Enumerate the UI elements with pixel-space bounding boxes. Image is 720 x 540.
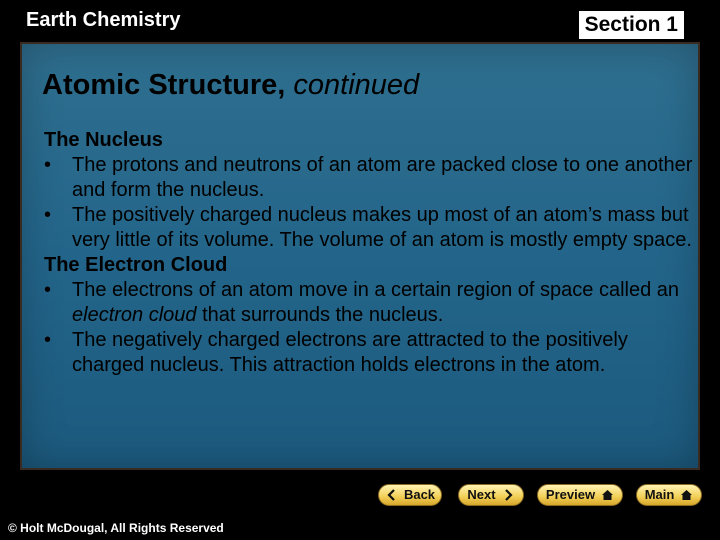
bullet-dot: • xyxy=(44,204,52,226)
preview-button-label: Preview xyxy=(545,487,596,502)
home-icon xyxy=(600,488,614,502)
slide-title-continued: continued xyxy=(293,69,420,101)
home-icon xyxy=(679,488,693,502)
bullet-item xyxy=(44,203,694,253)
bullet-text-post: that surrounds the nucleus. xyxy=(196,304,444,326)
bullet-item xyxy=(44,328,694,378)
bullet-text xyxy=(72,279,679,326)
bullet-text: The protons and neutrons of an atom are packed close to one another and form the nucleus. xyxy=(72,154,693,201)
back-button-label: Back xyxy=(403,487,436,502)
bullet-dot: • xyxy=(44,329,52,351)
next-button-label: Next xyxy=(467,487,496,502)
copyright-notice: © Holt McDougal, All Rights Reserved xyxy=(8,521,224,535)
preview-button[interactable] xyxy=(537,484,623,506)
chevron-right-icon xyxy=(501,488,515,502)
bullet-text: The negatively charged electrons are attracted to the positively charged nucleus. This attraction holds electrons in the atom. xyxy=(72,329,628,376)
back-button[interactable] xyxy=(378,484,442,506)
bullet-dot: • xyxy=(44,154,52,176)
main-button-label: Main xyxy=(644,487,675,502)
bullet-item xyxy=(44,153,694,203)
course-title: Earth Chemistry xyxy=(26,9,181,31)
chevron-left-icon xyxy=(385,488,399,502)
next-button[interactable] xyxy=(458,484,524,506)
term-electron-cloud: electron cloud xyxy=(72,304,197,326)
slide-title xyxy=(42,69,419,102)
bullet-text: The positively charged nucleus makes up most of an atom’s mass but very little of its volume. The volume of an atom is mostly empty space. xyxy=(72,204,692,251)
section-heading-electron-cloud: The Electron Cloud xyxy=(44,254,228,276)
slide-body xyxy=(44,128,694,378)
section-label: Section 1 xyxy=(579,11,684,39)
bullet-dot: • xyxy=(44,279,52,301)
slide-title-main: Atomic Structure, xyxy=(42,69,286,101)
section-heading-nucleus: The Nucleus xyxy=(44,129,163,151)
main-button[interactable] xyxy=(636,484,702,506)
bullet-text-pre: The electrons of an atom move in a certain region of space called an xyxy=(72,279,680,301)
bullet-item xyxy=(44,278,694,328)
